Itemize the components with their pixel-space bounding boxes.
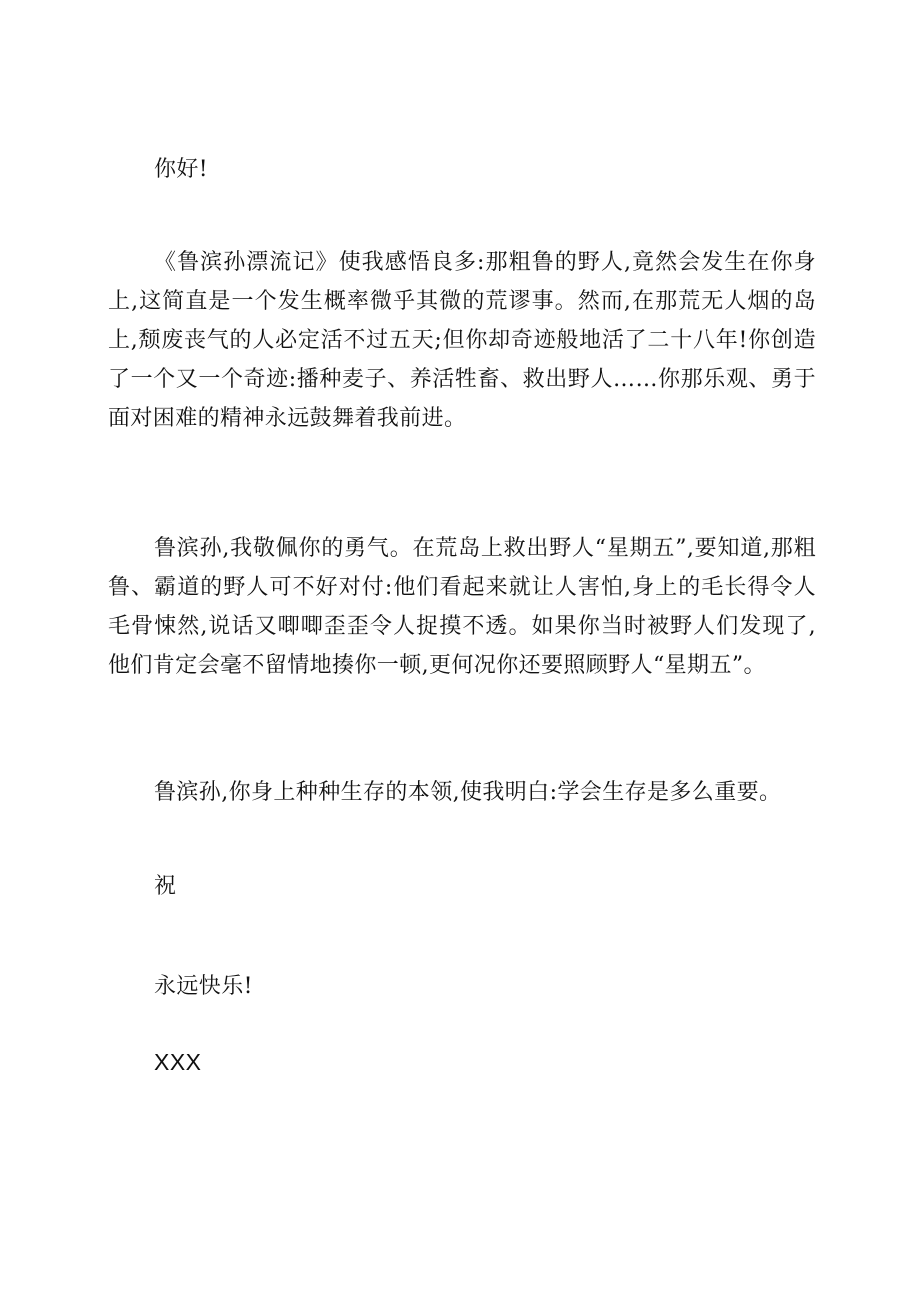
letter-greeting: 你好!	[154, 157, 209, 182]
signature: XXX	[154, 1049, 202, 1075]
letter-paragraph-1: 《鲁滨孙漂流记》使我感悟良多:那粗鲁的野人,竟然会发生在你身上,这简直是一个发生概率微乎其微的荒谬事。然而,在那荒无人烟的岛上,颓废丧气的人必定活不过五天;但你却奇迹般地活了二十八年!你创造了一个又一个奇迹:播种麦子、养活牲畜、救出野人……你那乐观、勇于面对困难的精神永远鼓舞着我前进。	[108, 250, 816, 431]
letter-paragraph-3: 鲁滨孙,你身上种种生存的本领,使我明白:学会生存是多么重要。	[154, 780, 782, 805]
closing-wish: 祝	[154, 874, 177, 899]
letter-paragraph-2: 鲁滨孙,我敬佩你的勇气。在荒岛上救出野人“星期五”,要知道,那粗鲁、霸道的野人可不好对付:他们看起来就让人害怕,身上的毛长得令人毛骨悚然,说话又唧唧歪歪令人捉摸不透。如果你当时被野人们发现了,他们肯定会毫不留情地揍你一顿,更何况你还要照顾野人“星期五”。	[108, 536, 816, 678]
closing-blessing: 永远快乐!	[154, 974, 253, 999]
